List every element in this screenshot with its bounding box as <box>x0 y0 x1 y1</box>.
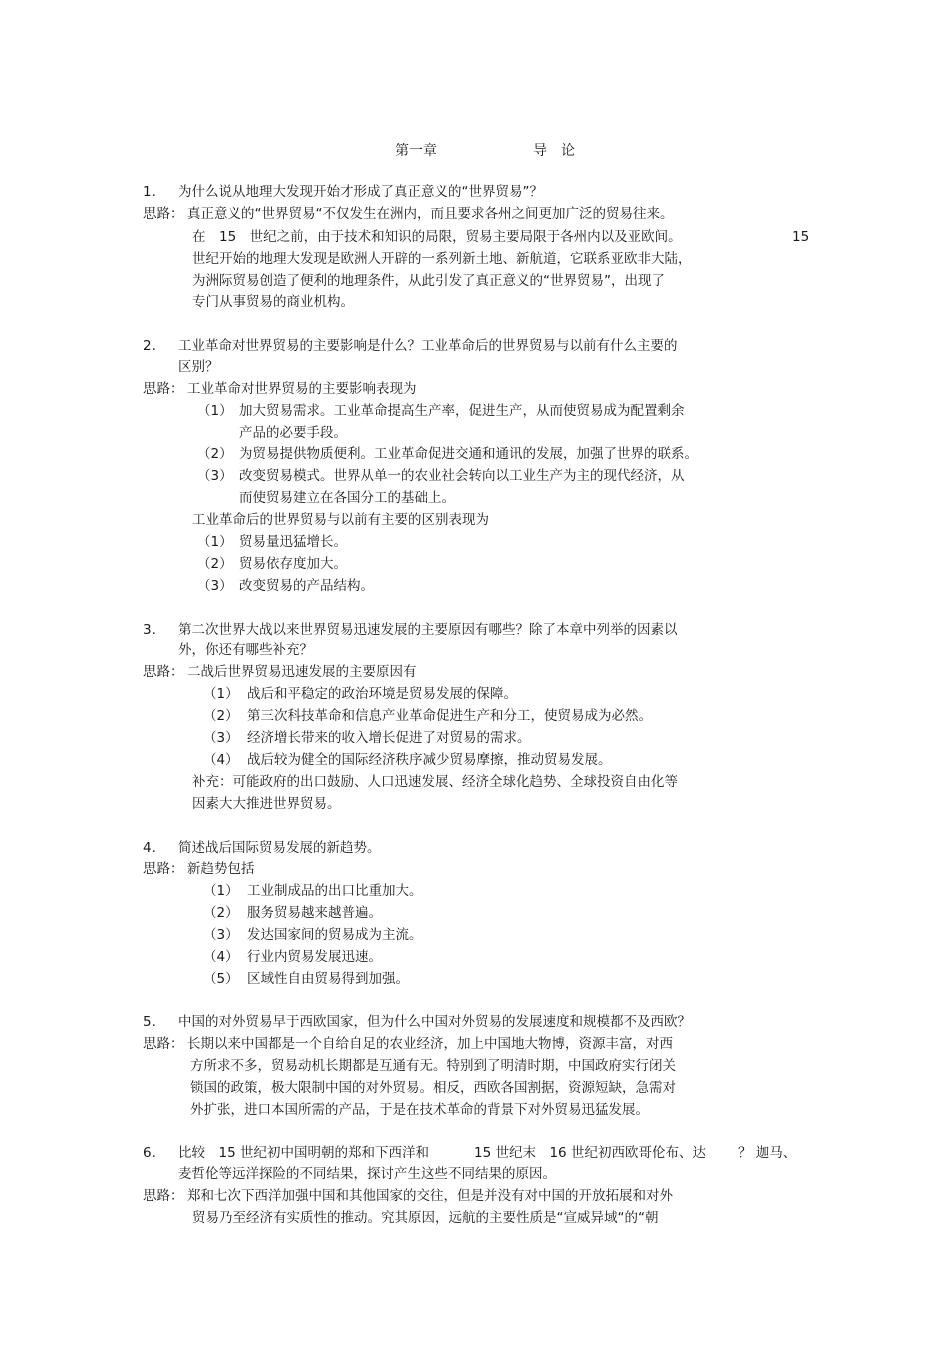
answer-intro: 新趋势包括 <box>187 861 255 877</box>
question-text: 15 世纪末 16 世纪初西欧哥伦布、达 <box>474 1145 706 1161</box>
answer-label: 思路： <box>143 664 184 680</box>
answer-line: 方所求不多，贸易动机长期都是互通有无。特别到了明清时期，中国政府实行闭关 <box>190 1058 676 1074</box>
list-marker: （2） <box>197 556 233 572</box>
answer-line: 世纪开始的地理大发现是欧洲人开辟的一系列新土地、新航道，它联系亚欧非大陆， <box>192 251 692 267</box>
answer-intro: 工业革命对世界贸易的主要影响表现为 <box>187 381 417 397</box>
answer-line: 在 15 世纪之前，由于技术和知识的局限，贸易主要局限于各州内以及亚欧间。 <box>192 229 682 245</box>
list-item: 产品的必要手段。 <box>239 425 347 441</box>
question-number: 1. <box>143 184 156 200</box>
question-text: 中国的对外贸易早于西欧国家，但为什么中国对外贸易的发展速度和规模都不及西欧？ <box>178 1014 691 1030</box>
chapter-label: 第一章 <box>395 143 437 159</box>
list-marker: （4） <box>203 752 239 768</box>
list-item: 发达国家间的贸易成为主流。 <box>247 927 423 943</box>
list-item: 工业制成品的出口比重加大。 <box>247 883 423 899</box>
list-item: 贸易量迅猛增长。 <box>239 534 347 550</box>
list-marker: （1） <box>197 534 233 550</box>
question-text: 简述战后国际贸易发展的新趋势。 <box>178 840 381 856</box>
question-text: 第二次世界大战以来世界贸易迅速发展的主要原因有哪些？除了本章中列举的因素以 <box>178 622 678 638</box>
answer-line-fragment: 15 <box>792 229 810 245</box>
answer-line: 锁国的政策，极大限制中国的对外贸易。相反，西欧各国割据，资源短缺，急需对 <box>190 1080 676 1096</box>
supplement-text: 因素大大推进世界贸易。 <box>192 796 341 812</box>
list-marker: （4） <box>203 949 239 965</box>
question-number: 3. <box>143 622 156 638</box>
list-item: 区域性自由贸易得到加强。 <box>247 971 409 987</box>
list-item: 贸易依存度加大。 <box>239 556 347 572</box>
answer-line: 真正意义的“世界贸易“不仅发生在洲内，而且要求各州之间更加广泛的贸易往来。 <box>187 206 674 222</box>
list-item: 战后较为健全的国际经济秩序减少贸易摩擦，推动贸易发展。 <box>247 752 612 768</box>
list-marker: （3） <box>203 927 239 943</box>
answer-line: 长期以来中国都是一个自给自足的农业经济，加上中国地大物博，资源丰富，对西 <box>187 1036 673 1052</box>
answer-label: 思路： <box>143 1036 184 1052</box>
list-item: 改变贸易模式。世界从单一的农业社会转向以工业生产为主的现代经济，从 <box>239 468 685 484</box>
list-marker: （1） <box>203 883 239 899</box>
answer-line: 郑和七次下西洋加强中国和其他国家的交往，但是并没有对中国的开放拓展和对外 <box>187 1188 673 1204</box>
question-text: ？ 迦马、 <box>738 1145 797 1161</box>
list-item: 经济增长带来的收入增长促进了对贸易的需求。 <box>247 730 531 746</box>
list-item: 改变贸易的产品结构。 <box>239 578 374 594</box>
answer-line: 外扩张，进口本国所需的产品，于是在技术革命的背景下对外贸易迅猛发展。 <box>190 1102 649 1118</box>
question-number: 4. <box>143 840 156 856</box>
question-text: 工业革命对世界贸易的主要影响是什么？工业革命后的世界贸易与以前有什么主要的 <box>178 338 678 354</box>
list-item: 加大贸易需求。工业革命提高生产率，促进生产，从而使贸易成为配置剩余 <box>239 403 685 419</box>
answer-label: 思路： <box>143 1188 184 1204</box>
answer-line: 为洲际贸易创造了便利的地理条件，从此引发了真正意义的“世界贸易”，出现了 <box>192 273 665 289</box>
question-text: 外，你还有哪些补充？ <box>178 642 313 658</box>
question-text: 麦哲伦等远洋探险的不同结果，探讨产生这些不同结果的原因。 <box>178 1166 556 1182</box>
answer-intro: 工业革命后的世界贸易与以前有主要的区别表现为 <box>192 512 489 528</box>
list-marker: （2） <box>203 708 239 724</box>
answer-label: 思路： <box>143 381 184 397</box>
answer-intro: 二战后世界贸易迅速发展的主要原因有 <box>187 664 417 680</box>
supplement-text: 补充：可能政府的出口鼓励、人口迅速发展、经济全球化趋势、全球投资自由化等 <box>192 774 678 790</box>
answer-label: 思路： <box>143 861 184 877</box>
question-text: 区别？ <box>178 359 219 375</box>
list-marker: （3） <box>197 468 233 484</box>
list-item: 行业内贸易发展迅速。 <box>247 949 382 965</box>
list-marker: （1） <box>197 403 233 419</box>
answer-label: 思路： <box>143 206 184 222</box>
list-item: 服务贸易越来越普遍。 <box>247 905 382 921</box>
list-marker: （1） <box>203 686 239 702</box>
list-item: 而使贸易建立在各国分工的基础上。 <box>239 490 455 506</box>
answer-line: 专门从事贸易的商业机构。 <box>192 294 354 310</box>
list-marker: （3） <box>203 730 239 746</box>
chapter-title: 导 论 <box>533 143 575 159</box>
list-marker: （5） <box>203 971 239 987</box>
question-number: 2. <box>143 338 156 354</box>
question-text: 为什么说从地理大发现开始才形成了真正意义的“世界贸易”？ <box>178 184 543 200</box>
list-item: 第三次科技革命和信息产业革命促进生产和分工，使贸易成为必然。 <box>247 708 652 724</box>
question-number: 5. <box>143 1014 156 1030</box>
list-item: 为贸易提供物质便利。工业革命促进交通和通讯的发展，加强了世界的联系。 <box>239 446 698 462</box>
list-marker: （3） <box>197 578 233 594</box>
list-marker: （2） <box>197 446 233 462</box>
question-number: 6. <box>143 1145 156 1161</box>
list-marker: （2） <box>203 905 239 921</box>
question-text: 比较 15 世纪初中国明朝的郑和下西洋和 <box>178 1145 429 1161</box>
list-item: 战后和平稳定的政治环境是贸易发展的保障。 <box>247 686 517 702</box>
answer-line: 贸易乃至经济有实质性的推动。究其原因，远航的主要性质是“宣威异域“的“朝 <box>192 1210 659 1226</box>
